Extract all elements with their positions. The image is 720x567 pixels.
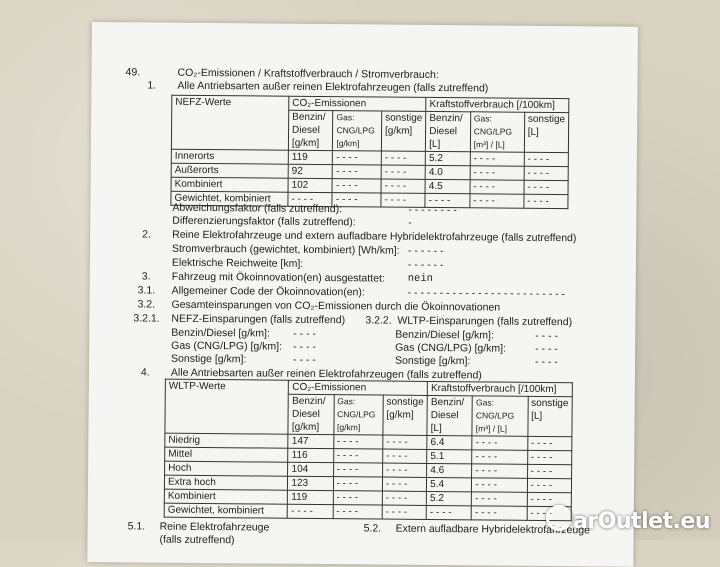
table-cell: - - - - bbox=[381, 165, 425, 179]
row-label: Extra hoch bbox=[164, 475, 288, 490]
row-label: Innerorts bbox=[171, 149, 288, 164]
table-cell: - - - - bbox=[383, 435, 428, 449]
section-2-title: Reine Elektrofahrzeuge und extern aufladbare Hybridelektrofahrzeuge (falls zutreffend) bbox=[172, 228, 577, 245]
table-cell: - - - - bbox=[470, 166, 524, 180]
section-3-value: nein bbox=[407, 272, 434, 285]
table-header: WLTP-Werte bbox=[165, 379, 289, 434]
wltp-table bbox=[164, 379, 573, 522]
wltp-gas-value: - - - - bbox=[535, 342, 558, 356]
table-cell: - - - - bbox=[333, 435, 382, 449]
section-5-1-subtitle: (falls zutreffend) bbox=[159, 533, 235, 547]
table-cell: - - - - bbox=[382, 463, 427, 477]
column-header: Benzin/ Diesel [L] bbox=[427, 395, 473, 435]
nefz-sonstige-label: Sonstige [g/km]: bbox=[171, 352, 247, 366]
table-cell: - - - - bbox=[332, 193, 381, 207]
table-cell: - - - - bbox=[333, 463, 382, 477]
table-cell: - - - - bbox=[472, 478, 527, 492]
section-3-1-number: 3.1. bbox=[137, 284, 156, 297]
abweichungsfaktor-value: - - - - - - - - bbox=[408, 203, 457, 217]
table-cell: 104 bbox=[288, 462, 333, 476]
table-cell: 119 bbox=[288, 490, 333, 504]
column-header: Benzin/ Diesel [g/km] bbox=[288, 110, 333, 150]
column-header: Benzin/ Diesel [L] bbox=[426, 111, 471, 151]
row-label: Kombiniert bbox=[164, 489, 288, 504]
table-cell: - - - - bbox=[524, 180, 568, 194]
table-cell: 4.5 bbox=[425, 179, 470, 193]
table-cell: - - - - bbox=[524, 166, 568, 180]
section-3-title: Fahrzeug mit Ökoinnovation(en) ausgestattet: bbox=[171, 270, 385, 285]
nefz-sonstige-value: - - - - bbox=[293, 353, 316, 366]
table-header: CO₂-Emissionen bbox=[289, 380, 428, 395]
row-label: Gewichtet, kombiniert bbox=[164, 503, 288, 518]
table-cell: - - - - bbox=[527, 492, 572, 506]
section-3-1-title: Allgemeiner Code der Ökoinnovation(en): bbox=[171, 284, 365, 299]
table-cell: - - - - bbox=[382, 505, 427, 519]
table-cell: - - - - bbox=[288, 192, 333, 206]
row-label: Niedrig bbox=[165, 433, 289, 448]
table-header: CO₂-Emissionen bbox=[289, 96, 426, 111]
table-cell: 4.6 bbox=[427, 463, 472, 477]
section-3-number: 3. bbox=[141, 270, 151, 283]
column-header: sonstige [g/km] bbox=[381, 111, 426, 151]
column-header: Gas: CNG/LPG [g/km] bbox=[334, 395, 384, 435]
table-cell: 6.4 bbox=[427, 435, 472, 449]
column-header: Benzin/ Diesel [g/km] bbox=[288, 394, 334, 434]
table-cell: - - - - bbox=[527, 506, 572, 520]
table-cell: - - - - bbox=[472, 492, 527, 506]
table-cell: - - - - bbox=[527, 464, 572, 478]
column-header: Gas: CNG/LPG [m³] / [L] bbox=[470, 112, 524, 152]
section-3-1-value: - - - - - - - - - - - - - - - - - - - - - - - - - bbox=[407, 286, 566, 301]
table-cell: - - - - bbox=[333, 505, 382, 519]
row-label: Außerorts bbox=[171, 163, 288, 178]
column-header: Gas: CNG/LPG [m³] / [L] bbox=[472, 396, 528, 436]
table-cell: - - - - bbox=[524, 152, 568, 166]
column-header: Gas: CNG/LPG [g/km] bbox=[333, 111, 382, 151]
table-cell: 116 bbox=[288, 448, 333, 462]
wltp-gas-label: Gas (CNG/LPG) [g/km]: bbox=[395, 341, 507, 355]
section-3-2-1-title: NEFZ-Einsparungen (falls zutreffend) bbox=[171, 312, 346, 327]
row-label: Mittel bbox=[165, 447, 289, 462]
table-cell: - - - - bbox=[333, 449, 382, 463]
nefz-gas-value: - - - - bbox=[293, 340, 316, 353]
table-cell: 102 bbox=[288, 178, 333, 192]
stromverbrauch-label: Stromverbrauch (gewichtet, kombiniert) [Wh/km]: bbox=[171, 242, 400, 257]
section-5-1-title: Reine Elektrofahrzeuge bbox=[159, 520, 270, 534]
section-3-2-2-title: WLTP-Einsparungen (falls zutreffend) bbox=[397, 314, 573, 329]
section-3-2-1-number: 3.2.1. bbox=[133, 312, 160, 325]
wltp-benzin-label: Benzin/Diesel [g/km]: bbox=[395, 328, 494, 342]
table-cell: - - - - bbox=[382, 477, 427, 491]
wltp-benzin-value: - - - - bbox=[535, 329, 559, 343]
table-header: NEFZ-Werte bbox=[171, 95, 288, 150]
table-cell: - - - - bbox=[425, 193, 470, 207]
reichweite-value: - - - - - - bbox=[407, 258, 444, 272]
table-cell: - - - - bbox=[381, 193, 425, 207]
stromverbrauch-value: - - - - - - bbox=[407, 244, 444, 258]
nefz-gas-label: Gas (CNG/LPG) [g/km]: bbox=[171, 339, 283, 353]
abweichungsfaktor-label: Abweichungsfaktor (falls zutreffend): bbox=[172, 201, 343, 216]
table-cell: - - - - bbox=[472, 436, 527, 450]
table-cell: 92 bbox=[288, 164, 333, 178]
table-header: Kraftstoffverbrauch [/100km] bbox=[427, 381, 572, 396]
table-cell: - - - - bbox=[471, 506, 526, 520]
table-cell: - - - - bbox=[381, 179, 425, 193]
differenzierungsfaktor-label: Differenzierungsfaktor (falls zutreffend): bbox=[172, 214, 356, 229]
column-header: sonstige [L] bbox=[527, 396, 572, 436]
differenzierungsfaktor-value: - bbox=[408, 216, 412, 229]
row-label: Hoch bbox=[165, 461, 289, 476]
table-cell: 147 bbox=[288, 434, 333, 448]
section-2-number: 2. bbox=[142, 228, 151, 241]
section-5-1-number: 5.1. bbox=[127, 520, 146, 533]
section-4-number: 4. bbox=[140, 366, 150, 379]
section-3-2-title: Gesamteinsparungen von CO₂-Emissionen durch die Ökoinnovationen bbox=[171, 298, 501, 314]
table-cell: - - - - bbox=[333, 165, 382, 179]
nefz-benzin-label: Benzin/Diesel [g/km]: bbox=[171, 326, 270, 340]
table-cell: - - - - bbox=[472, 464, 527, 478]
table-cell: 4.0 bbox=[425, 165, 470, 179]
section-1-number: 1. bbox=[147, 79, 157, 92]
table-cell: 5.4 bbox=[427, 477, 472, 491]
table-cell: - - - - bbox=[524, 194, 568, 208]
table-header: Kraftstoffverbrauch [/100km] bbox=[426, 97, 569, 112]
column-header: sonstige [g/km] bbox=[383, 395, 428, 435]
table-cell: 123 bbox=[288, 476, 333, 490]
row-label: Gewichtet, kombiniert bbox=[171, 191, 288, 206]
table-cell: 5.2 bbox=[425, 151, 470, 165]
section-49-title: CO₂-Emissionen / Kraftstoffverbrauch / Stromverbrauch: bbox=[177, 66, 439, 82]
section-3-2-number: 3.2. bbox=[137, 298, 156, 311]
table-cell: - - - - bbox=[382, 449, 427, 463]
wltp-sonstige-value: - - - - bbox=[534, 355, 558, 369]
table-cell: - - - - bbox=[470, 180, 524, 194]
table-cell: - - - - bbox=[470, 194, 524, 208]
table-cell: - - - - bbox=[333, 491, 382, 505]
wltp-sonstige-label: Sonstige [g/km]: bbox=[395, 354, 471, 368]
table-cell: - - - - bbox=[333, 477, 382, 491]
section-1-title: Alle Antriebsarten außer reinen Elektrofahrzeugen (falls zutreffend) bbox=[177, 79, 489, 95]
reichweite-label: Elektrische Reichweite [km]: bbox=[171, 256, 304, 270]
column-header: sonstige [L] bbox=[524, 112, 569, 152]
table-cell: - - - - bbox=[333, 151, 382, 165]
nefz-benzin-value: - - - - bbox=[293, 327, 317, 340]
section-4-title: Alle Antriebsarten außer reinen Elektrofahrzeugen (falls zutreffend) bbox=[170, 366, 482, 382]
watermark-c-icon bbox=[546, 505, 572, 531]
table-cell: - - - - bbox=[470, 152, 524, 166]
table-cell: 5.2 bbox=[426, 491, 471, 505]
section-5-2-title: Extern aufladbare Hybridelektrofahrzeuge bbox=[395, 522, 591, 537]
table-cell: - - - - bbox=[527, 450, 572, 464]
table-cell: 119 bbox=[288, 150, 333, 164]
table-cell: - - - - bbox=[332, 179, 381, 193]
table-cell: 5.1 bbox=[427, 449, 472, 463]
table-cell: - - - - bbox=[426, 505, 471, 519]
table-cell: - - - - bbox=[472, 450, 527, 464]
table-cell: - - - - bbox=[382, 491, 427, 505]
table-row bbox=[164, 503, 571, 521]
table-cell: - - - - bbox=[527, 478, 572, 492]
section-49-number: 49. bbox=[125, 66, 141, 79]
document-page bbox=[87, 22, 638, 567]
table-cell: - - - - bbox=[527, 436, 572, 450]
section-3-2-2-number: 3.2.2. bbox=[365, 314, 392, 327]
caroutlet-watermark bbox=[546, 505, 710, 534]
watermark-text: arOutlet.eu bbox=[573, 509, 710, 534]
row-label: Kombiniert bbox=[171, 177, 288, 192]
section-5-2-number: 5.2. bbox=[363, 522, 382, 535]
table-cell: - - - - bbox=[288, 504, 333, 518]
nefz-table bbox=[170, 95, 569, 209]
table-cell: - - - - bbox=[381, 151, 425, 165]
